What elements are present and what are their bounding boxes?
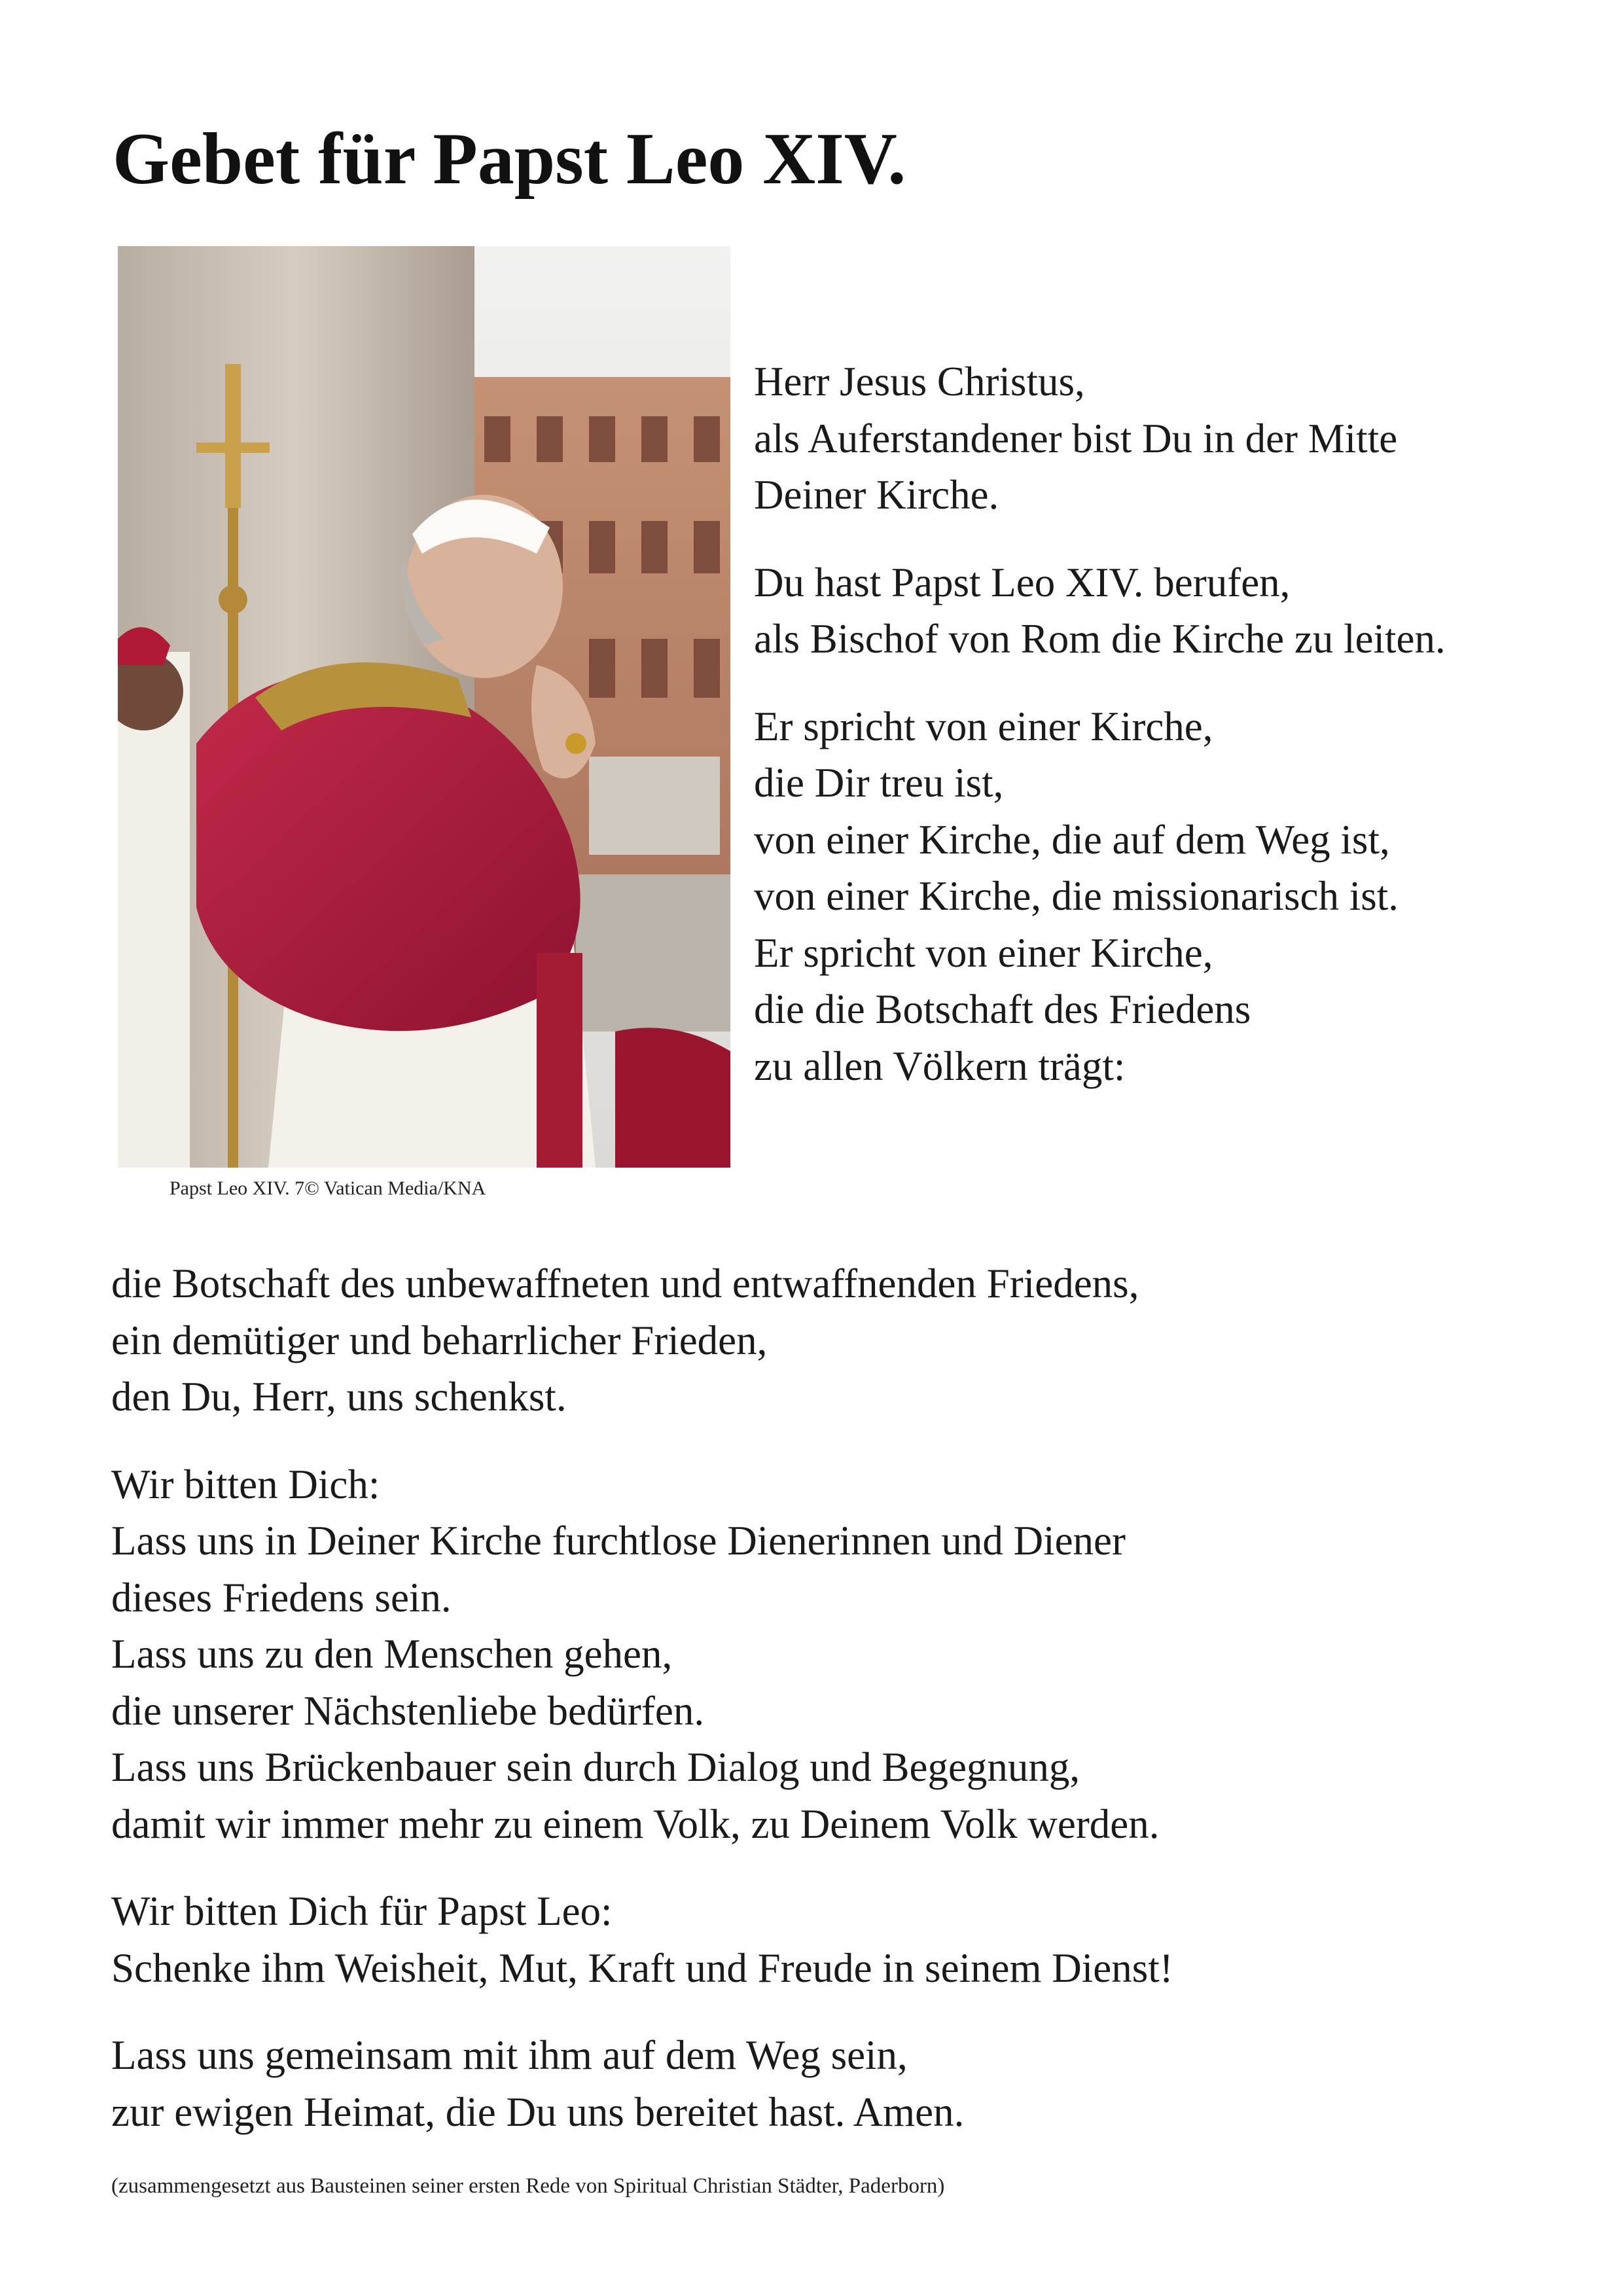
prayer-line: Du hast Papst Leo XIV. berufen, [754, 559, 1291, 605]
prayer-line: dieses Friedens sein. [111, 1574, 452, 1621]
prayer-line: Herr Jesus Christus, [754, 359, 1085, 404]
source-footnote: (zusammengesetzt aus Bausteinen seiner ersten Rede von Spiritual Christian Städter, Paderborn) [111, 2174, 945, 2198]
prayer-line: zu allen Völkern trägt: [754, 1043, 1126, 1089]
prayer-stanza [754, 353, 1572, 524]
prayer-stanza [111, 1456, 1518, 1853]
prayer-line: die Botschaft des unbewaffneten und entwaffnenden Friedens, [111, 1261, 1139, 1306]
prayer-line: Deiner Kirche. [754, 472, 999, 518]
prayer-line: Wir bitten Dich: [111, 1461, 380, 1507]
prayer-stanza [111, 1255, 1518, 1426]
prayer-line: Lass uns in Deiner Kirche furchtlose Dienerinnen und Diener [111, 1518, 1126, 1564]
prayer-line: Schenke ihm Weisheit, Mut, Kraft und Freude in seinem Dienst! [111, 1945, 1173, 1991]
prayer-line: Er spricht von einer Kirche, [754, 929, 1213, 976]
prayer-line: als Auferstandener bist Du in der Mitte [754, 415, 1398, 461]
prayer-line: von einer Kirche, die auf dem Weg ist, [754, 816, 1390, 863]
prayer-line: die die Botschaft des Friedens [754, 986, 1251, 1032]
prayer-stanza [111, 2027, 1518, 2140]
prayer-line: Wir bitten Dich für Papst Leo: [111, 1888, 613, 1934]
prayer-stanza [754, 698, 1572, 1095]
prayer-line: von einer Kirche, die missionarisch ist. [754, 873, 1399, 919]
photo-caption: Papst Leo XIV. 7© Vatican Media/KNA [169, 1177, 486, 1199]
prayer-intro [754, 353, 1572, 1125]
page-title: Gebet für Papst Leo XIV. [113, 118, 906, 200]
prayer-line: Er spricht von einer Kirche, [754, 703, 1213, 749]
pope-photo-illustration [118, 246, 730, 1168]
pope-photo [118, 246, 730, 1168]
prayer-stanza [111, 1883, 1518, 1996]
prayer-line: Lass uns gemeinsam mit ihm auf dem Weg sein, [111, 2032, 908, 2078]
prayer-line: die unserer Nächstenliebe bedürfen. [111, 1687, 705, 1734]
prayer-line: Lass uns zu den Menschen gehen, [111, 1631, 673, 1677]
prayer-line: als Bischof von Rom die Kirche zu leiten. [754, 616, 1446, 662]
prayer-line: die Dir treu ist, [754, 760, 1004, 806]
prayer-line: ein demütiger und beharrlicher Frieden, [111, 1317, 768, 1363]
prayer-line: Lass uns Brückenbauer sein durch Dialog und Begegnung, [111, 1744, 1080, 1790]
prayer-line: damit wir immer mehr zu einem Volk, zu Deinem Volk werden. [111, 1801, 1160, 1847]
prayer-body [111, 1255, 1518, 2171]
prayer-stanza [754, 554, 1572, 668]
prayer-line: zur ewigen Heimat, die Du uns bereitet hast. Amen. [111, 2089, 965, 2135]
prayer-line: den Du, Herr, uns schenkst. [111, 1374, 567, 1420]
